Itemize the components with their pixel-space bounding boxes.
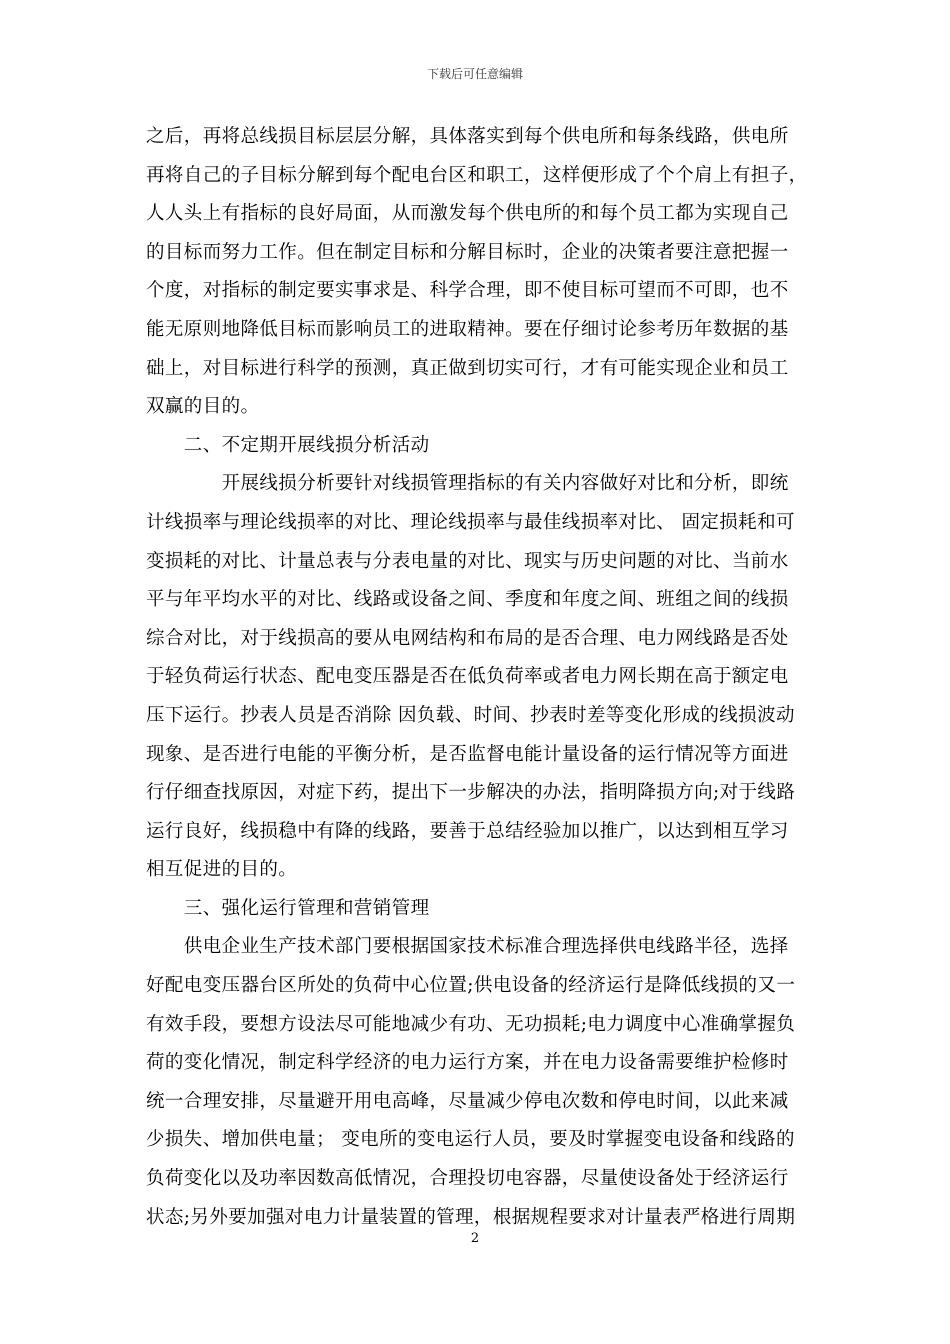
text-line: 荷的变化情况，制定科学经济的电力运行方案，并在电力设备需要维护检修时 [146,1052,789,1074]
text-line: 供电企业生产技术部门要根据国家技术标准合理选择供电线路半径，选择 [146,936,789,958]
text-line: 于轻负荷运行状态、配电变压器是否在低负荷率或者电力网长期在高于额定电 [146,666,789,688]
text-line: 少损失、增加供电量； 变电所的变电运行人员，要及时掌握变电设备和线路的 [146,1129,795,1151]
text-line: 双赢的目的。 [146,396,260,418]
text-line: 运行良好，线损稳中有降的线路，要善于总结经验加以推广，以达到相互学习 [146,820,789,842]
text-line: 能无原则地降低目标而影响员工的进取精神。要在仔细讨论参考历年数据的基 [146,318,789,340]
text-line: 的目标而努力工作。但在制定目标和分解目标时，企业的决策者要注意把握一 [146,241,789,263]
page-number: 2 [470,1231,480,1246]
text-line: 统一合理安排，尽量避开用电高峰，尽量减少停电次数和停电时间，以此来减 [146,1090,789,1112]
document-body [146,118,810,1237]
text-line: 计线损率与理论线损率的对比、理论线损率与最佳线损率对比、 固定损耗和可 [146,511,795,533]
text-line: 行仔细查找原因，对症下药，提出下一步解决的办法，指明降损方向;对于线路 [146,782,796,804]
text-line: 压下运行。抄表人员是否消除 因负载、时间、抄表时差等变化形成的线损波动 [146,704,795,726]
text-line: 变损耗的对比、计量总表与分表电量的对比、现实与历史问题的对比、当前水 [146,550,789,572]
text-line: 状态;另外要加强对电力计量装置的管理，根据规程要求对计量表严格进行周期 [146,1206,796,1228]
text-line: 现象、是否进行电能的平衡分析，是否监督电能计量设备的运行情况等方面进 [146,743,789,765]
page-header: 下载后可任意编辑 [426,67,523,81]
text-line: 好配电变压器台区所处的负荷中心位置;供电设备的经济运行是降低线损的又一 [146,975,796,997]
section-heading: 三、强化运行管理和营销管理 [146,897,430,919]
text-line: 个度，对指标的制定要实事求是、科学合理，即不使目标可望而不可即，也不 [146,280,789,302]
text-line: 有效手段，要想方设法尽可能地减少有功、无功损耗;电力调度中心准确掌握负 [146,1013,796,1035]
text-line: 负荷变化以及功率因数高低情况，合理投切电容器，尽量使设备处于经济运行 [146,1168,789,1190]
text-line: 平与年平均水平的对比、线路或设备之间、季度和年度之间、班组之间的线损 [146,589,789,611]
text-line: 础上，对目标进行科学的预测，真正做到切实可行，才有可能实现企业和员工 [146,357,789,379]
text-line: 人人头上有指标的良好局面，从而激发每个供电所的和每个员工都为实现自己 [146,203,789,225]
text-line: 开展线损分析要针对线损管理指标的有关内容做好对比和分析，即统 [146,473,789,495]
text-line: 再将自己的子目标分解到每个配电台区和职工，这样便形成了个个肩上有担子， [146,164,808,186]
text-line: 综合对比，对于线损高的要从电网结构和布局的是否合理、电力网线路是否处 [146,627,789,649]
section-heading: 二、不定期开展线损分析活动 [146,434,430,456]
text-line: 相互促进的目的。 [146,859,298,881]
text-line: 之后，再将总线损目标层层分解，具体落实到每个供电所和每条线路，供电所 [146,126,789,147]
